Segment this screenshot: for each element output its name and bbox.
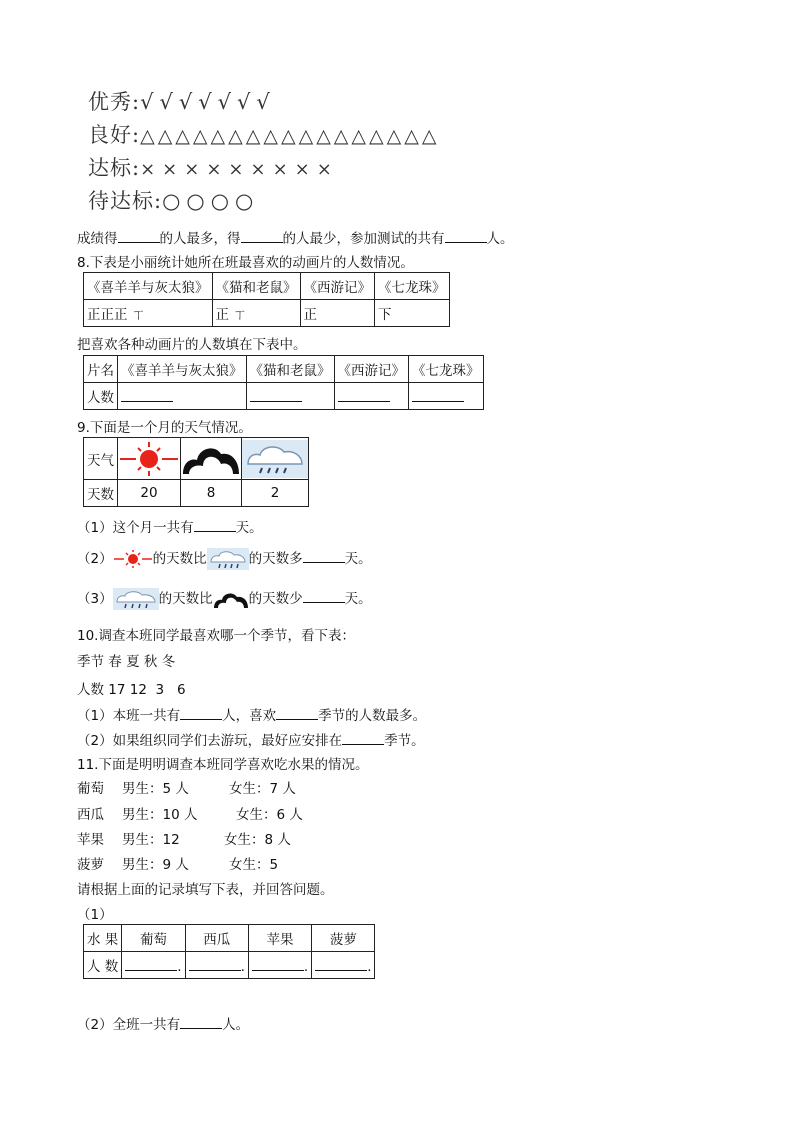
grade-excellent-label: 优秀: (88, 90, 141, 114)
grade-fail-marks: ○○○○ (162, 189, 260, 213)
grade-excellent-line (88, 86, 276, 116)
q11-table-fruit-label: 水 果 (84, 925, 122, 952)
q9-days-rain: 2 (242, 480, 309, 507)
q11-row-boys: 男生：10 人 (122, 807, 198, 823)
q7-blank-least[interactable] (241, 230, 283, 243)
q9-sub3-text1: 的天数比 (158, 591, 213, 607)
q9-weather-table (83, 437, 309, 507)
grade-pass-line (88, 152, 339, 182)
q9-sub1-text: （1）这个月一共有 (77, 520, 194, 536)
q11-sub2 (77, 1013, 249, 1033)
q9-sub3-unit: 天。 (344, 591, 372, 607)
grade-fail-line (88, 185, 259, 215)
q11-row-fruit (77, 777, 104, 797)
q11-sub1: （1） (77, 907, 113, 923)
q8-fill-cell[interactable] (334, 383, 409, 410)
q9-sub1-blank[interactable] (194, 519, 236, 532)
q9-days-cloudy: 8 (181, 480, 242, 507)
q7-text-2: 的人最多，得 (159, 231, 241, 247)
q7-text-3: 的人最少，参加测试的共有 (282, 231, 445, 247)
q8-fill-row1-label: 片名 (84, 356, 118, 383)
cloudy-icon (213, 588, 249, 610)
q9-sub3-text2: 的天数少 (248, 591, 303, 607)
q8-fill-header: 《西游记》 (334, 356, 409, 383)
q11-table-count-label: 人 数 (84, 952, 122, 979)
q7-question (77, 227, 514, 247)
q8-fill-cell[interactable] (409, 383, 484, 410)
q8-fill-header: 《猫和老鼠》 (246, 356, 334, 383)
q11-row-boys: 男生：9 人 (122, 857, 189, 873)
q8-tally-mark: 下 (375, 300, 450, 327)
q11-instruction: 请根据上面的记录填写下表，并回答问题。 (77, 882, 334, 898)
q11-title: 11.下面是明明调查本班同学喜欢吃水果的情况。 (77, 757, 369, 773)
q8-tally-header: 《七龙珠》 (375, 273, 450, 300)
q11-table-cell[interactable]: . (312, 952, 375, 979)
q9-sub1-unit: 天。 (235, 520, 263, 536)
q8-instruction: 把喜欢各种动画片的人数填在下表中。 (77, 337, 307, 353)
cloudy-icon (181, 440, 241, 478)
q11-table-cell[interactable]: . (248, 952, 311, 979)
q11-fruit-name: 葡萄 (77, 781, 104, 797)
q11-row-boys: 男生：5 人 (122, 781, 189, 797)
q9-rain-cell (242, 438, 309, 480)
q11-row-fruit (77, 803, 104, 823)
q11-table-cell[interactable]: . (185, 952, 248, 979)
q11-row-boys: 男生：12 (122, 832, 180, 848)
q7-text-1: 成绩得 (77, 231, 118, 247)
q11-table-header: 葡萄 (122, 925, 185, 952)
grade-good-line (88, 119, 439, 149)
q10-sub1-blank-season[interactable] (276, 707, 318, 720)
rain-icon (207, 548, 249, 570)
q9-sub2-unit: 天。 (344, 551, 372, 567)
q8-fill-row2-label: 人数 (84, 383, 118, 410)
q10-season-row: 季节 春 夏 秋 冬 (77, 654, 176, 670)
q9-sub2-blank[interactable] (303, 550, 345, 563)
q10-count-row: 人数 17 12 3 6 (77, 682, 186, 698)
q9-sub3 (77, 588, 372, 610)
q11-sub2-unit: 人。 (222, 1017, 250, 1033)
q11-row-girls: 女生：5 (229, 857, 279, 873)
q8-fill-header: 《喜羊羊与灰太狼》 (118, 356, 247, 383)
rain-icon (113, 588, 159, 610)
q10-sub1-blank-total[interactable] (180, 707, 222, 720)
q9-weather-label: 天气 (84, 438, 118, 480)
q11-sub2-blank[interactable] (180, 1016, 222, 1029)
q10-sub1-text2: 人，喜欢 (222, 708, 277, 724)
q11-row-fruit (77, 828, 104, 848)
q9-sub3-num: （3） (77, 591, 113, 607)
q11-table-header: 西瓜 (185, 925, 248, 952)
q11-fruit-name: 西瓜 (77, 807, 104, 823)
grade-pass-label: 达标: (88, 156, 141, 180)
q11-fruit-name: 苹果 (77, 832, 104, 848)
grade-excellent-marks: √√√√√√√ (140, 90, 276, 114)
sunny-icon (118, 440, 180, 478)
q8-tally-table (83, 272, 450, 327)
q10-sub2 (77, 729, 425, 749)
q10-sub1-text3: 季节的人数最多。 (318, 708, 427, 724)
q7-text-4: 人。 (486, 231, 514, 247)
q11-table-header: 菠萝 (312, 925, 375, 952)
q8-tally-mark: 正正正 ㄒ (84, 300, 213, 327)
q9-days-label: 天数 (84, 480, 118, 507)
q11-fruit-table (83, 924, 375, 979)
q11-row-fruit (77, 853, 104, 873)
q10-sub2-text1: （2）如果组织同学们去游玩，最好应安排在 (77, 733, 343, 749)
q11-row-girls: 女生：6 人 (236, 807, 303, 823)
q10-sub2-text2: 季节。 (384, 733, 425, 749)
q8-tally-mark: 正 ㄒ (212, 300, 300, 327)
grade-good-marks: △△△△△△△△△△△△△△△△△ (140, 125, 440, 147)
q9-sub3-blank[interactable] (303, 590, 345, 603)
q9-sunny-cell (118, 438, 181, 480)
q10-sub2-blank[interactable] (342, 732, 384, 745)
q7-blank-most[interactable] (118, 230, 160, 243)
q9-sub2-text1: 的天数比 (152, 551, 207, 567)
q11-table-cell[interactable]: . (122, 952, 185, 979)
q9-sub2-text2: 的天数多 (248, 551, 303, 567)
q11-table-header: 苹果 (248, 925, 311, 952)
q8-fill-cell[interactable] (246, 383, 334, 410)
q11-sub2-text: （2）全班一共有 (77, 1017, 181, 1033)
q10-sub1-text1: （1）本班一共有 (77, 708, 181, 724)
q8-title: 8.下表是小丽统计她所在班最喜欢的动画片的人数情况。 (77, 255, 414, 271)
q8-fill-header: 《七龙珠》 (409, 356, 484, 383)
q9-days-sunny: 20 (118, 480, 181, 507)
q11-row-girls: 女生：8 人 (224, 832, 291, 848)
q8-tally-header: 《喜羊羊与灰太狼》 (84, 273, 213, 300)
grade-fail-label: 待达标: (88, 189, 163, 213)
q9-title: 9.下面是一个月的天气情况。 (77, 420, 252, 436)
q8-tally-header: 《猫和老鼠》 (212, 273, 300, 300)
q11-row-girls: 女生：7 人 (229, 781, 296, 797)
grade-good-label: 良好: (88, 123, 141, 147)
q7-blank-total[interactable] (445, 230, 487, 243)
q8-fill-cell[interactable] (118, 383, 247, 410)
q9-sub1 (77, 516, 263, 536)
q9-sub2-num: （2） (77, 551, 113, 567)
grade-pass-marks: ××××××××× (140, 159, 339, 180)
q9-sub2 (77, 548, 372, 570)
q8-tally-mark: 正 (300, 300, 375, 327)
q10-sub1 (77, 704, 426, 724)
q11-fruit-name: 菠萝 (77, 857, 104, 873)
q10-title: 10.调查本班同学最喜欢哪一个季节，看下表： (77, 628, 355, 644)
q8-tally-header: 《西游记》 (300, 273, 375, 300)
rain-icon (242, 440, 308, 478)
q8-fill-table (83, 355, 484, 410)
sunny-icon (113, 549, 153, 569)
q9-cloudy-cell (181, 438, 242, 480)
